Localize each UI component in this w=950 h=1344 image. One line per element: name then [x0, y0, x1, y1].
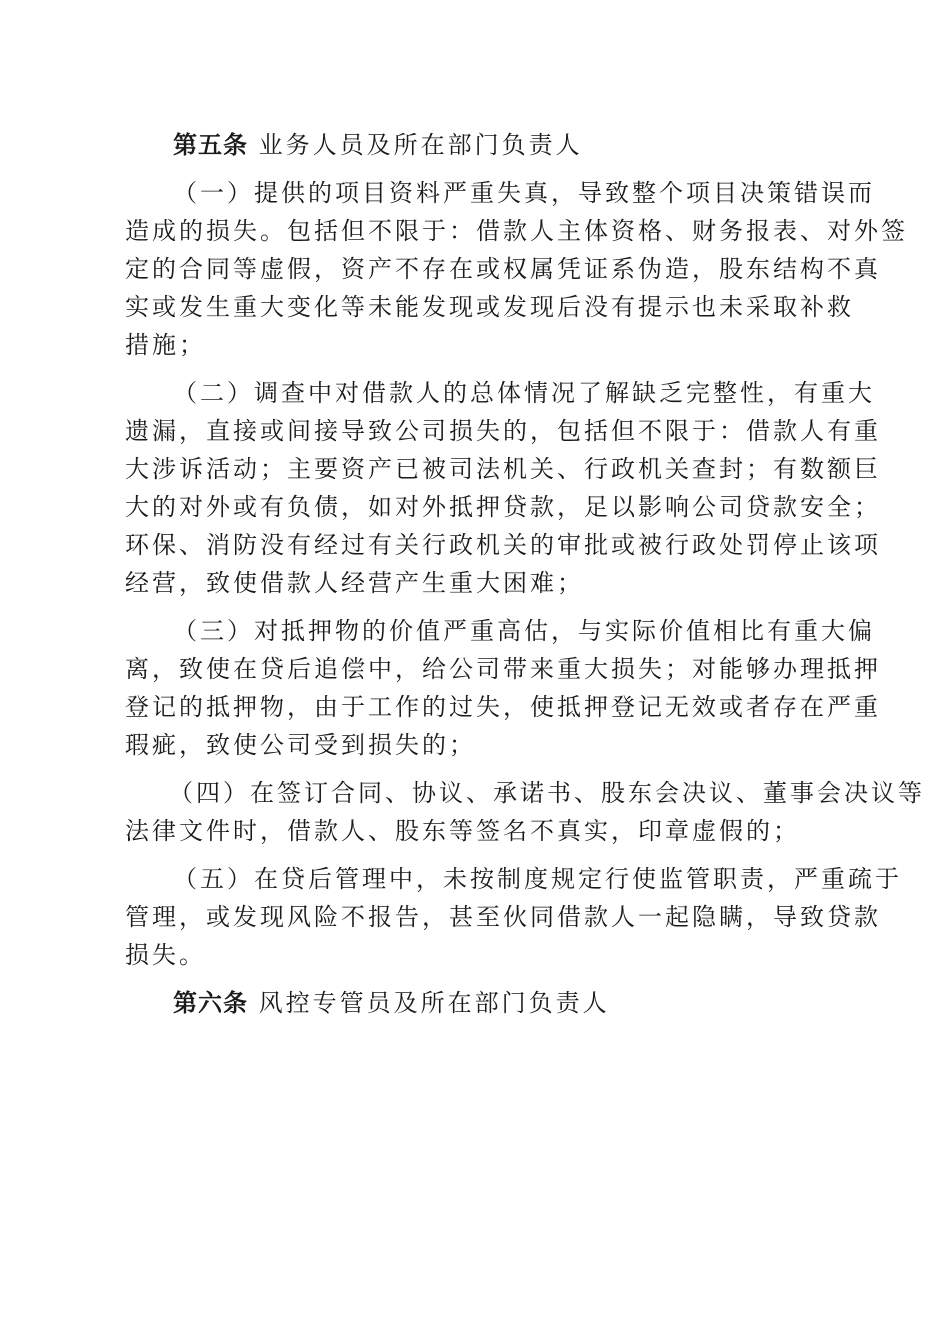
item-4-line: （四）在签订合同、协议、承诺书、股东会决议、董事会决议等 — [169, 779, 925, 807]
article-6-heading — [125, 984, 827, 1022]
document-body — [125, 126, 925, 1022]
item-1-line: 实或发生重大变化等未能发现或发现后没有提示也未采取补救 — [125, 293, 854, 321]
item-1-line: 造成的损失。包括但不限于：借款人主体资格、财务报表、对外签 — [125, 217, 908, 245]
article-5-heading — [125, 126, 827, 164]
item-3-line: 瑕疵，致使公司受到损失的； — [125, 731, 476, 759]
article-5-title: 业务人员及所在部门负责人 — [248, 131, 583, 159]
item-4-paragraph — [125, 774, 925, 850]
item-5-line: 损失。 — [125, 941, 206, 969]
item-3-line: 登记的抵押物，由于工作的过失，使抵押登记无效或者存在严重 — [125, 693, 881, 721]
item-2-line: 大的对外或有负债，如对外抵押贷款，足以影响公司贷款安全； — [125, 493, 881, 521]
item-5-paragraph — [125, 860, 902, 974]
article-6-title: 风控专管员及所在部门负责人 — [248, 989, 610, 1017]
item-5-line: 管理，或发现风险不报告，甚至伙同借款人一起隐瞒，导致贷款 — [125, 903, 881, 931]
item-3-line: 离，致使在贷后追偿中，给公司带来重大损失；对能够办理抵押 — [125, 655, 881, 683]
item-5-line: （五）在贷后管理中，未按制度规定行使监管职责，严重疏于 — [173, 865, 902, 893]
item-2-line: （二）调查中对借款人的总体情况了解缺乏完整性，有重大 — [173, 379, 875, 407]
article-5-number: 第五条 — [173, 130, 248, 159]
item-3-line: （三）对抵押物的价值严重高估，与实际价值相比有重大偏 — [173, 617, 875, 645]
item-1-paragraph — [125, 174, 908, 364]
item-2-line: 经营，致使借款人经营产生重大困难； — [125, 569, 584, 597]
article-6-number: 第六条 — [173, 988, 248, 1017]
item-2-line: 环保、消防没有经过有关行政机关的审批或被行政处罚停止该项 — [125, 531, 881, 559]
item-3-paragraph — [125, 612, 881, 764]
item-2-paragraph — [125, 374, 881, 602]
item-1-line: 措施； — [125, 331, 206, 359]
item-1-line: 定的合同等虚假，资产不存在或权属凭证系伪造，股东结构不真 — [125, 255, 881, 283]
item-2-line: 大涉诉活动；主要资产已被司法机关、行政机关查封；有数额巨 — [125, 455, 881, 483]
item-1-line: （一）提供的项目资料严重失真，导致整个项目决策错误而 — [173, 179, 875, 207]
item-4-line: 法律文件时，借款人、股东等签名不真实，印章虚假的； — [125, 817, 800, 845]
item-2-line: 遗漏，直接或间接导致公司损失的，包括但不限于：借款人有重 — [125, 417, 881, 445]
